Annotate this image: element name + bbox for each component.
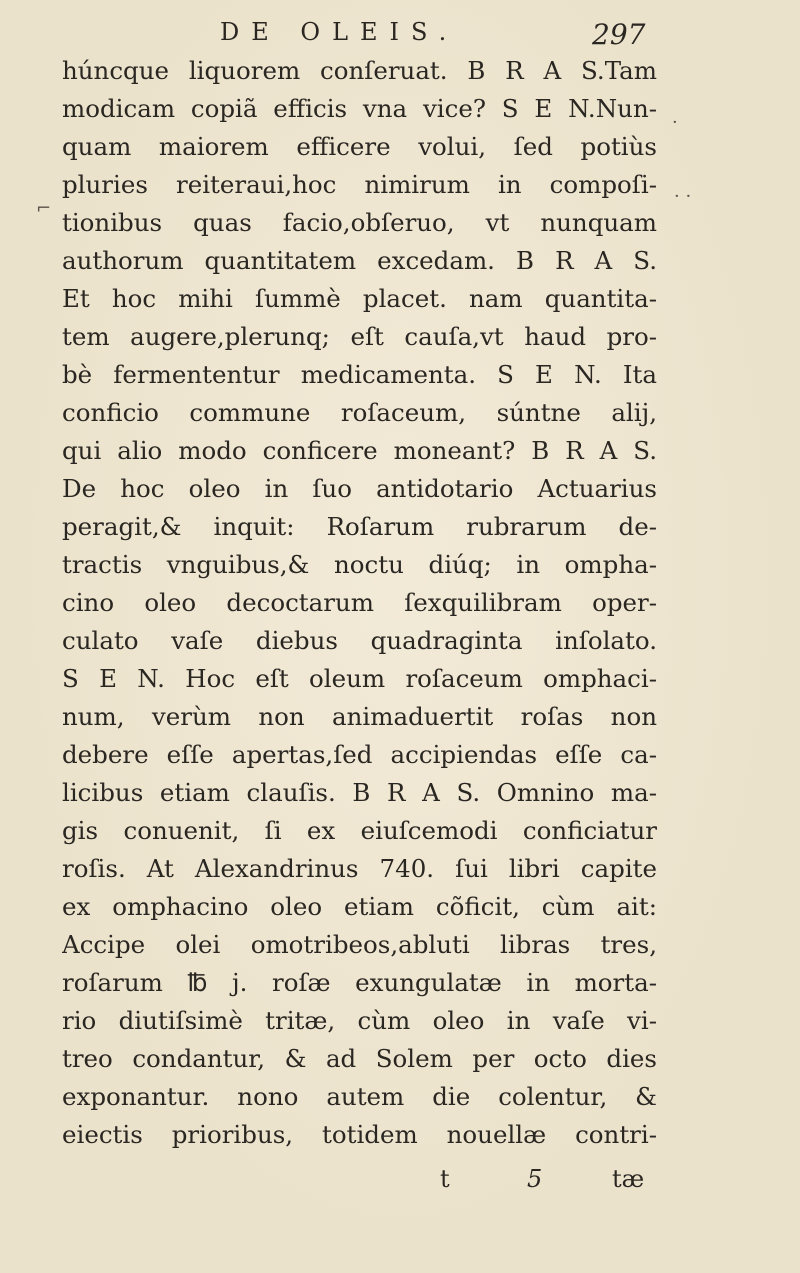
text-line: bè fermententur medicamenta. S E N. Ita [62,360,657,389]
page-number: 297 [592,18,646,51]
text-line: peragit,& inquit: Roſarum rubrarum de- [62,512,657,541]
margin-speck: · · [674,186,692,207]
text-line: conficio commune roſaceum, súntne alij, [62,398,657,427]
text-line: tractis vnguibus,& noctu diúq; in ompha- [62,550,657,579]
text-line: cino oleo decoctarum ſexquilibram oper- [62,588,657,617]
text-line: tionibus quas facio,obſeruo, vt nunquam [62,208,657,237]
text-line: num, verùm non animaduertit roſas non [62,702,657,731]
text-line: quam maiorem efficere volui, ſed potiùs [62,132,657,161]
text-line: De hoc oleo in ſuo antidotario Actuarius [62,474,657,503]
text-line: Et hoc mihi ſummè placet. nam quantita- [62,284,657,313]
margin-speck: · [672,112,678,133]
text-line: debere eſſe apertas,ſed accipiendas eſſe ca- [62,740,657,769]
body-text [62,52,657,1154]
text-line: qui alio modo conficere moneant? B R A S. [62,436,657,465]
text-line: roſarum ℔ j. roſæ exungulatæ in morta- [62,968,657,997]
text-line: ex omphacino oleo etiam cõficit, cùm ait: [62,892,657,921]
footer-line [440,1165,645,1205]
text-line: pluries reiteraui,hoc nimirum in compoſi- [62,170,657,199]
text-line: culato vaſe diebus quadraginta inſolato. [62,626,657,655]
signature-mark: t [440,1165,450,1193]
text-line: tem augere,plerunq; eſt cauſa,vt haud pro- [62,322,657,351]
text-line: húncque liquorem conſeruat. B R A S.Tam [62,56,657,85]
catchword: tæ [612,1165,645,1193]
text-line: eiectis prioribus, totidem nouellæ contri- [62,1120,657,1149]
text-line: Accipe olei omotribeos,abluti libras tres, [62,930,657,959]
text-line: exponantur. nono autem die colentur, & [62,1082,657,1111]
text-line: rio diutiſsimè tritæ, cùm oleo in vaſe vi- [62,1006,657,1035]
text-line: gis conuenit, ſi ex eiuſcemodi conficiatur [62,816,657,845]
text-line: treo condantur, & ad Solem per octo dies [62,1044,657,1073]
margin-speck: ⌐ [36,198,52,219]
text-line: authorum quantitatem excedam. B R A S. [62,246,657,275]
text-line: modicam copiã efficis vna vice? S E N.Nun- [62,94,657,123]
text-line: S E N. Hoc eſt oleum roſaceum omphaci- [62,664,657,693]
running-head: DE OLEIS. [220,18,459,46]
text-line: roſis. At Alexandrinus 740. ſui libri capite [62,854,657,883]
text-line: licibus etiam clauſis. B R A S. Omnino ma- [62,778,657,807]
signature-number: 5 [527,1165,543,1193]
